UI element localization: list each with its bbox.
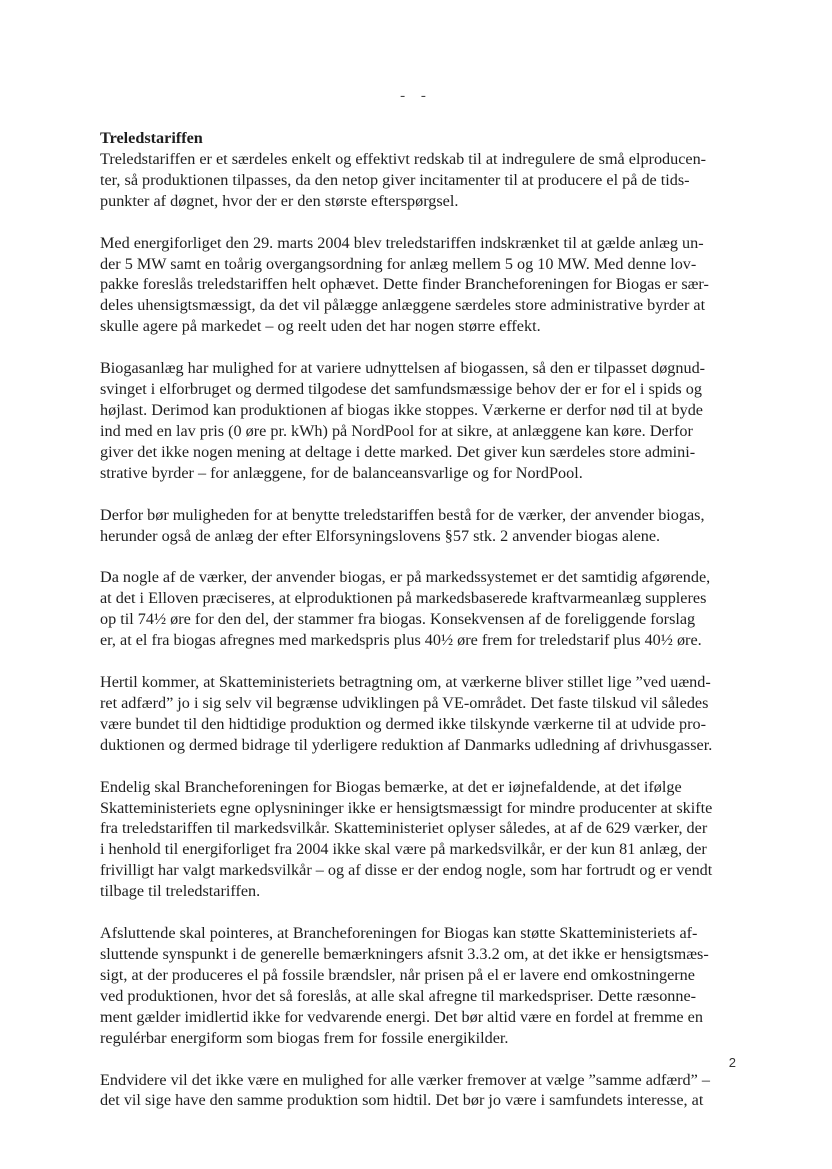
page-number: 2 — [728, 1055, 736, 1070]
text-line: punkter af døgnet, hvor der er den største efterspørgsel. — [100, 191, 459, 210]
text-line: tilbage til treledstariffen. — [100, 882, 261, 901]
text-line: Endvidere vil det ikke være en mulighed for alle værker fremover at vælge ”samme adfærd” – — [100, 1070, 710, 1089]
text-line: Derfor bør muligheden for at benytte treledstariffen bestå for de værker, der anvender biogas, — [100, 505, 705, 524]
paragraph — [100, 1070, 736, 1112]
paragraph — [100, 672, 736, 756]
paragraph — [100, 567, 736, 651]
text-line: giver det ikke nogen mening at deltage i dette marked. Det giver kun særdeles store admini- — [100, 442, 696, 461]
text-line: i henhold til energiforliget fra 2004 ikke skal være på markedsvilkår, er der kun 81 anlæg, der — [100, 840, 707, 859]
document-body — [100, 128, 736, 1111]
text-line: ind med en lav pris (0 øre pr. kWh) på NordPool for at sikre, at anlæggene kan køre. Derfor — [100, 421, 693, 440]
text-line: Treledstariffen er et særdeles enkelt og effektivt redskab til at indregulere de små elproducen- — [100, 149, 707, 168]
text-line: Skatteministeriets egne oplysnininger ikke er hensigtsmæssigt for mindre producenter at skifte — [100, 798, 713, 817]
text-line: ret adfærd” jo i sig selv vil begrænse udviklingen på VE-området. Det faste tilskud vil således — [100, 693, 709, 712]
text-line: være bundet til den hidtidige produktion og dermed ikke tilskynde værkerne til at udvide pro- — [100, 714, 707, 733]
paragraph — [100, 777, 736, 902]
text-line: strative byrder – for anlæggene, for de balanceansvarlige og for NordPool. — [100, 463, 583, 482]
text-line: duktionen og dermed bidrage til yderligere reduktion af Danmarks udledning af drivhusgasser. — [100, 735, 713, 754]
text-line: pakke foreslås treledstariffen helt ophævet. Dette finder Brancheforeningen for Biogas er sær- — [100, 275, 709, 294]
text-line: frivilligt har valgt markedsvilkår – og af disse er der endog nogle, som har fortrudt og er vendt — [100, 861, 713, 880]
text-line: ved produktionen, hvor det så foreslås, at alle skal afregne til markedspriser. Dette ræsonne- — [100, 986, 697, 1005]
text-line: der 5 MW samt en toårig overgangsordning for anlæg mellem 5 og 10 MW. Med denne lov- — [100, 254, 697, 273]
text-line: sluttende synspunkt i de generelle bemærkningers afsnit 3.3.2 om, at det ikke er hensigtsmæs- — [100, 945, 709, 963]
text-line: ter, så produktionen tilpasses, da den netop giver incitamenter til at producere el på de tids- — [100, 170, 690, 189]
text-line: Da nogle af de værker, der anvender biogas, er på markedssystemet er det samtidig afgørende, — [100, 568, 711, 587]
text-line: fra treledstariffen til markedsvilkår. Skatteministeriet oplyser således, at af de 629 værker, der — [100, 819, 708, 838]
section-heading: Treledstariffen — [100, 129, 203, 147]
text-line: svinget i elforbruget og dermed tilgodese det samfundsmæssige behov der er for el i spids og — [100, 380, 702, 399]
text-line: Med energiforliget den 29. marts 2004 blev treledstariffen indskrænket til at gælde anlæg un- — [100, 233, 704, 252]
text-line: at det i Elloven præciseres, at elproduktionen på markedsbaserede kraftvarmeanlæg suppleres — [100, 589, 707, 608]
text-line: ment gælder imidlertid ikke for vedvarende energi. Det bør altid være en fordel at fremme en — [100, 1007, 703, 1026]
text-line: højlast. Derimod kan produktionen af biogas ikke stoppes. Værkerne er derfor nød til at byde — [100, 400, 703, 419]
paragraph — [100, 233, 736, 338]
text-line: det vil sige have den samme produktion som hidtil. Det bør jo være i samfundets interesse, at — [100, 1091, 704, 1110]
paragraph — [100, 149, 736, 212]
text-line: regulérbar energiform som biogas frem for fossile energikilder. — [100, 1028, 509, 1047]
text-line: Biogasanlæg har mulighed for at variere udnyttelsen af biogassen, så den er tilpasset døgnud- — [100, 359, 706, 378]
paragraph — [100, 505, 736, 547]
page-mark: - - — [400, 88, 432, 104]
text-line: op til 74½ øre for den del, der stammer fra biogas. Konsekvensen af de foreliggende forslag — [100, 610, 696, 629]
paragraph — [100, 358, 736, 483]
text-line: Afsluttende skal pointeres, at Brancheforeningen for Biogas kan støtte Skatteministeriets af- — [100, 924, 698, 943]
paragraph — [100, 923, 736, 1048]
text-line: Endelig skal Brancheforeningen for Biogas bemærke, at det er iøjnefaldende, at det ifølge — [100, 777, 682, 796]
text-line: skulle agere på markedet – og reelt uden det har nogen større effekt. — [100, 317, 541, 336]
text-line: herunder også de anlæg der efter Elforsyningslovens §57 stk. 2 anvender biogas alene. — [100, 526, 661, 545]
text-line: Hertil kommer, at Skatteministeriets betragtning om, at værkerne bliver stillet lige ”ved uænd- — [100, 673, 711, 692]
text-line: sigt, at der produceres el på fossile brændsler, når prisen på el er lavere end omkostningerne — [100, 965, 695, 984]
text-line: er, at el fra biogas afregnes med markedspris plus 40½ øre frem for treledstarif plus 40½ øre. — [100, 631, 702, 650]
text-line: deles uhensigtsmæssigt, da det vil pålægge anlæggene særdeles store administrative byrder at — [100, 296, 706, 315]
